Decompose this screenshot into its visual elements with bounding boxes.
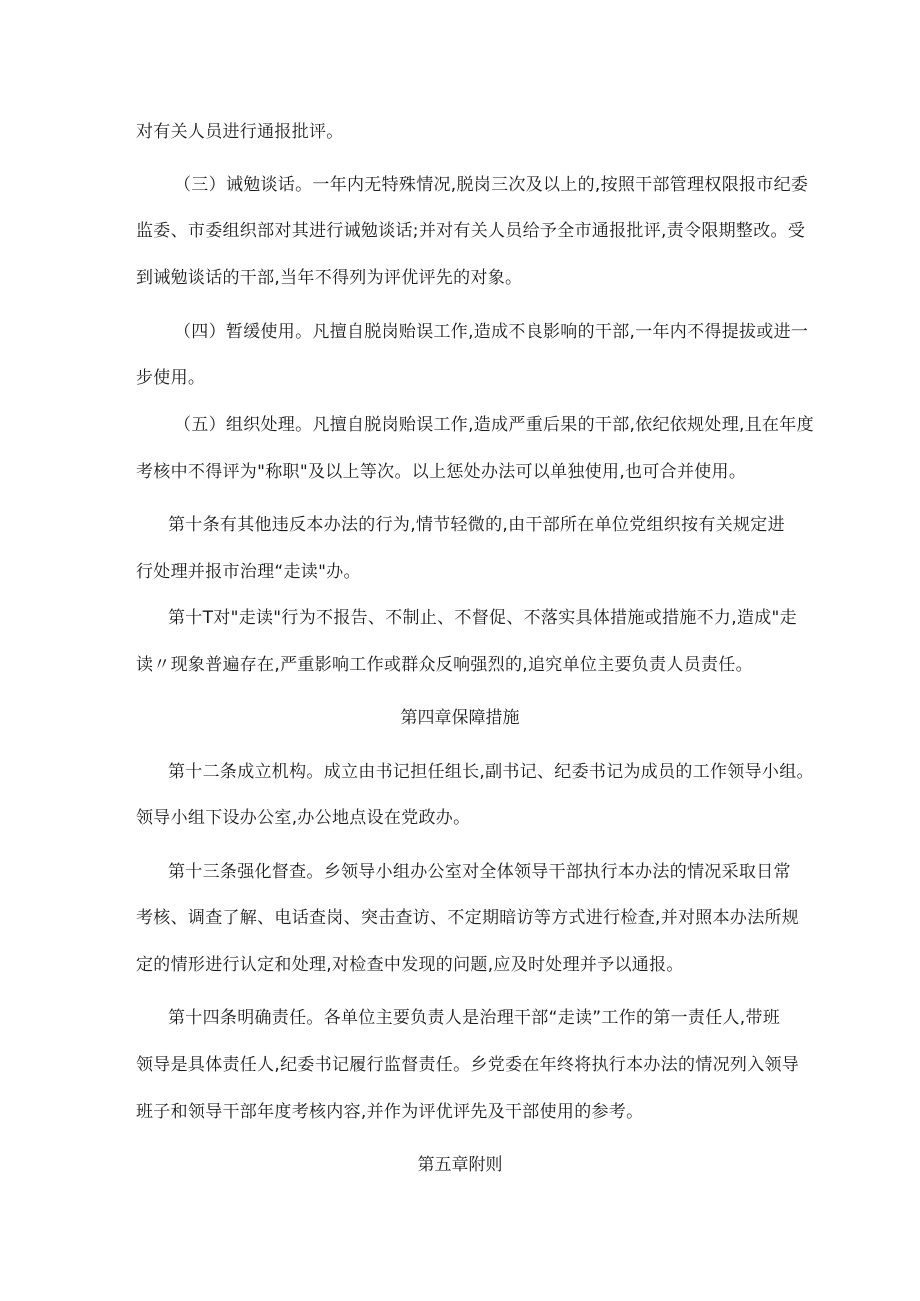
paragraph-line: 第十四条明确责任。各单位主要负责人是治理干部“走读”工作的第一责任人,带班: [168, 1008, 781, 1028]
paragraph-line: 考核、调查了解、电话查岗、突击查访、不定期暗访等方式进行检查,并对照本办法所规: [136, 908, 800, 928]
paragraph-line: 班子和领导干部年度考核内容,并作为评优评先及干部使用的参考。: [136, 1102, 644, 1122]
paragraph-line: 行处理并报市治理“走读"办。: [136, 562, 361, 582]
paragraph-line: 领导是具体责任人,纪委书记履行监督责任。乡党委在年终将执行本办法的情况列入领导: [136, 1055, 800, 1075]
paragraph-line: 第十二条成立机构。成立由书记担任组长,副书记、纪委书记为成员的工作领导小组。: [168, 762, 814, 782]
paragraph-line: 对有关人员进行通报批评。: [136, 122, 344, 142]
paragraph-line: 到诫勉谈话的干部,当年不得列为评优评先的对象。: [136, 268, 523, 288]
paragraph-line: （四）暂缓使用。凡擅自脱岗贻误工作,造成不良影响的干部,一年内不得提拔或进一: [174, 322, 809, 342]
paragraph-line: 步使用。: [136, 368, 206, 388]
paragraph-line: 监委、市委组织部对其进行诫勉谈话;并对有关人员给予全市通报批评,责令限期整改。受: [136, 221, 806, 241]
paragraph-line: 考核中不得评为"称职"及以上等次。以上惩处办法可以单独使用,也可合并使用。: [136, 462, 747, 482]
chapter-heading: 第四章保障措施: [400, 708, 520, 728]
chapter-heading: 第五章附则: [417, 1155, 503, 1175]
paragraph-line: 读〃现象普遍存在,严重影响工作或群众反响强烈的,追究单位主要负责人员责任。: [136, 655, 753, 675]
paragraph-line: 第十T对"走读"行为不报告、不制止、不督促、不落实具体措施或措施不力,造成"走: [168, 608, 797, 628]
paragraph-line: （三）诫勉谈话。一年内无特殊情况,脱岗三次及以上的,按照干部管理权限报市纪委: [174, 175, 809, 195]
paragraph-line: 领导小组下设办公室,办公地点设在党政办。: [136, 808, 471, 828]
paragraph-line: （五）组织处理。凡擅自脱岗贻误工作,造成严重后果的干部,依纪依规处理,且在年度: [174, 415, 814, 435]
paragraph-line: 定的情形进行认定和处理,对检查中发现的问题,应及时处理并予以通报。: [136, 955, 684, 975]
paragraph-line: 第十条有其他违反本办法的行为,情节轻微的,由干部所在单位党组织按有关规定进: [168, 515, 785, 535]
paragraph-line: 第十三条强化督查。乡领导小组办公室对全体领导干部执行本办法的情况采取日常: [168, 862, 791, 882]
